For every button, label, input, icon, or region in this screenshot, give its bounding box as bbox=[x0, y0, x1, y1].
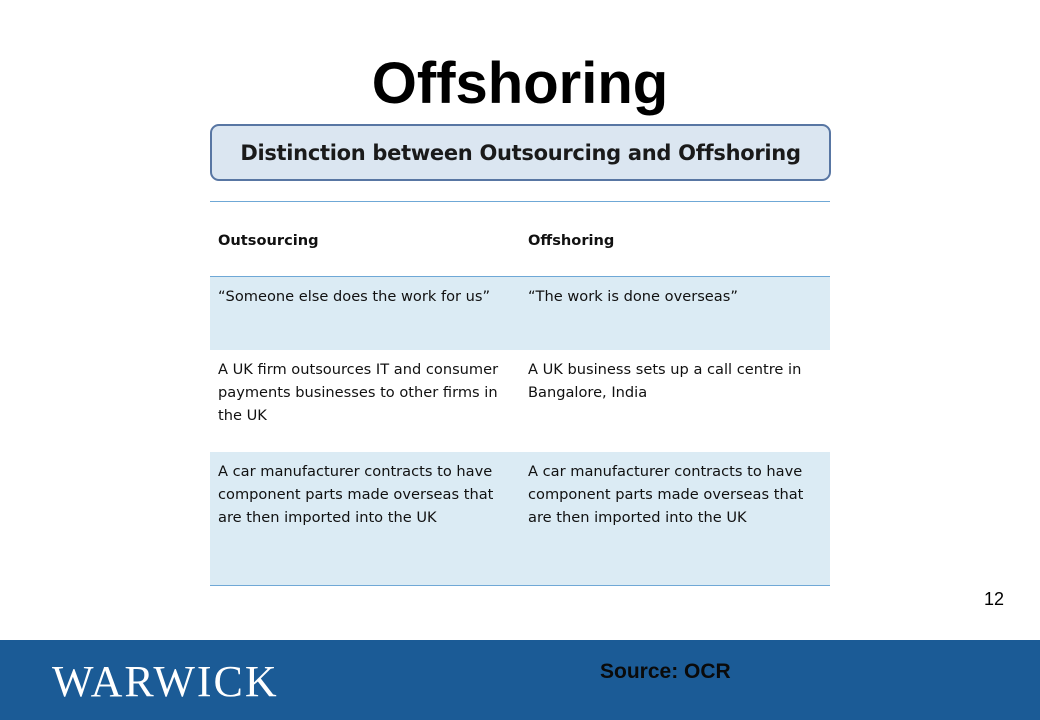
header-outsourcing: Outsourcing bbox=[218, 232, 319, 249]
subtitle-box bbox=[210, 124, 831, 181]
table-row bbox=[210, 452, 830, 585]
table-cell: A car manufacturer contracts to have component parts made overseas that are then imported into the UK bbox=[528, 463, 804, 526]
table-cell: A UK business sets up a call centre in Bangalore, India bbox=[528, 361, 802, 401]
comparison-table bbox=[210, 201, 830, 586]
table-header-row bbox=[210, 202, 830, 277]
footer-bar bbox=[0, 640, 1040, 720]
table-row bbox=[210, 277, 830, 350]
source-label: Source: OCR bbox=[600, 660, 731, 683]
subtitle-text: Distinction between Outsourcing and Offshoring bbox=[240, 140, 801, 165]
warwick-logo: WARWICK bbox=[52, 657, 279, 706]
table-cell: “Someone else does the work for us” bbox=[218, 288, 491, 305]
table-row bbox=[210, 350, 830, 452]
slide-title: Offshoring bbox=[371, 51, 669, 116]
table-cell: “The work is done overseas” bbox=[528, 288, 738, 305]
header-offshoring: Offshoring bbox=[528, 232, 615, 249]
page-number: 12 bbox=[983, 589, 1004, 609]
table-cell: A UK firm outsources IT and consumer payments businesses to other firms in the UK bbox=[218, 361, 499, 424]
table-cell: A car manufacturer contracts to have component parts made overseas that are then imported into the UK bbox=[218, 463, 494, 526]
